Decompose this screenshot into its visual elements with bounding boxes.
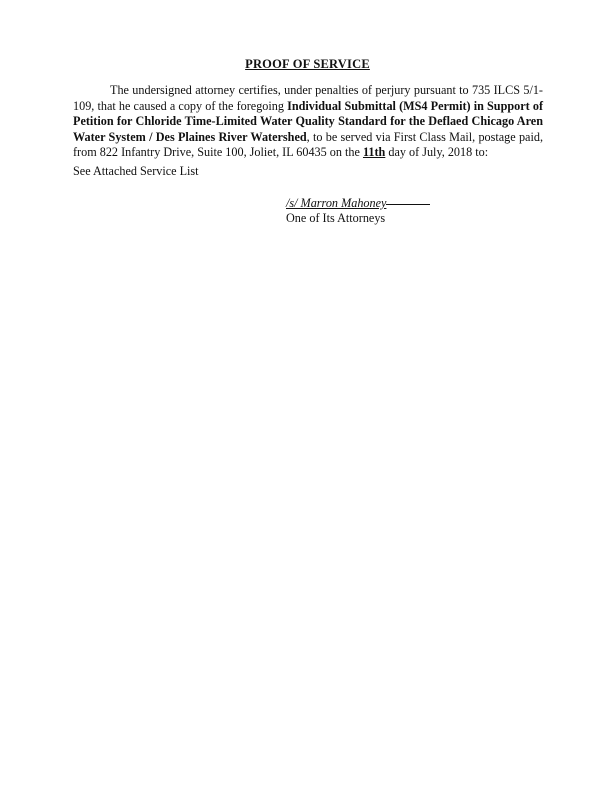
paragraph-text-part2: , to be served via First Class Mail, postage paid, from 822 Infantry Drive, Suite 100, Joliet, IL 60435 on the [73, 129, 543, 160]
submitted-document-title: Individual Submittal (MS4 Permit) in Support of Petition for Chloride Time-Limited Water Quality Standard for the Deflaed Chicago Aren Water System / Des Plaines River Watershed [73, 98, 543, 144]
certification-paragraph [73, 83, 543, 161]
service-list-text: See Attached Service List [73, 164, 199, 178]
paragraph-text-part3: day of July, 2018 to: [385, 145, 489, 160]
signature-block [286, 196, 430, 226]
signature-name: /s/ Marron Mahoney [286, 196, 387, 210]
page-title: PROOF OF SERVICE [245, 57, 370, 71]
signature-role: One of Its Attorneys [286, 211, 386, 225]
signature-line [286, 196, 430, 211]
paragraph-text-part1: The undersigned attorney certifies, under penalties of perjury pursuant to 735 ILCS 5/1-109, that he caused a copy of the foregoing [73, 83, 543, 113]
signature-blank-line [386, 204, 430, 205]
service-day: 11th [362, 145, 386, 160]
